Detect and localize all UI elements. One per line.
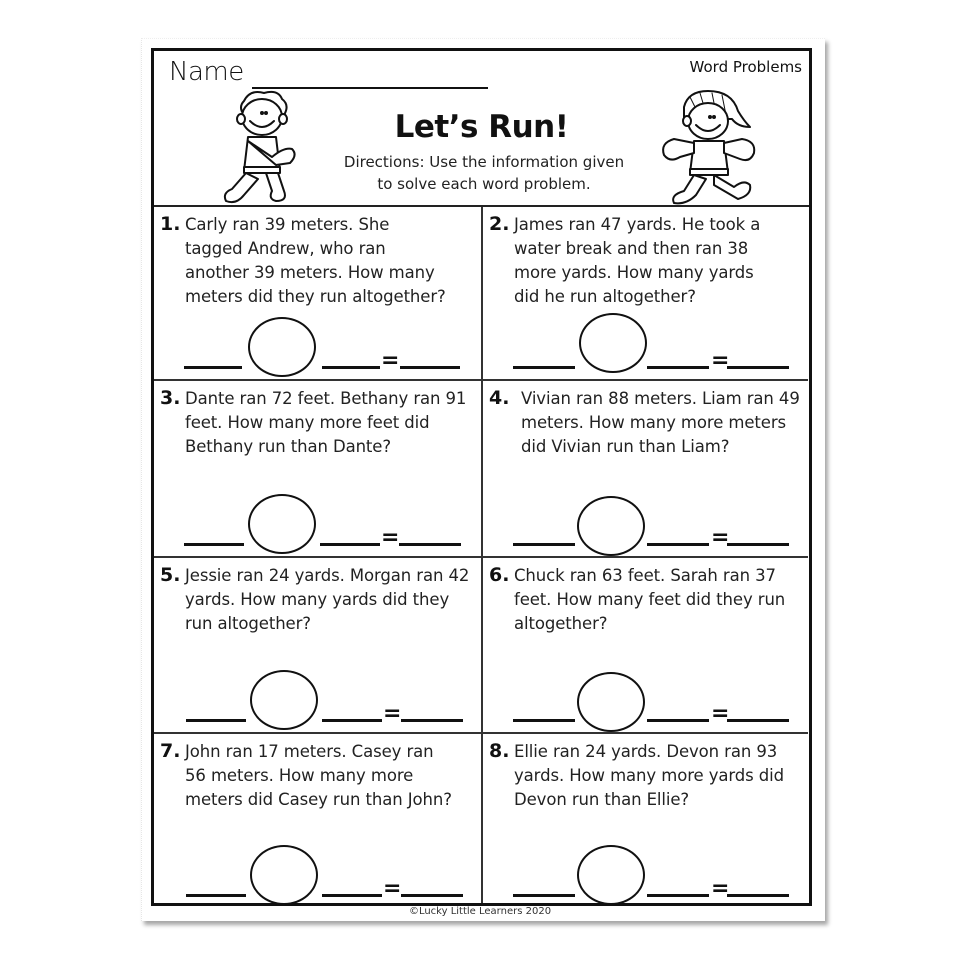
- equation-area: [184, 297, 469, 373]
- operator-circle[interactable]: [577, 672, 645, 732]
- problem-card-2: [481, 207, 808, 381]
- operator-circle[interactable]: [250, 845, 318, 905]
- problem-card-4: [481, 381, 808, 558]
- equation-area: [513, 474, 798, 550]
- equals-sign: =: [383, 876, 402, 901]
- answer-blank-result[interactable]: [727, 366, 789, 369]
- problem-card-3: [154, 381, 481, 558]
- answer-blank-2[interactable]: [322, 366, 380, 369]
- answer-blank-result[interactable]: [399, 543, 461, 546]
- answer-blank-1[interactable]: [184, 543, 244, 546]
- problem-number: 2.: [489, 213, 510, 235]
- equation-area: [184, 474, 469, 550]
- equation-area: [513, 650, 798, 726]
- answer-blank-2[interactable]: [322, 719, 382, 722]
- operator-circle[interactable]: [577, 845, 645, 905]
- answer-blank-1[interactable]: [186, 719, 246, 722]
- running-boy-icon: [214, 87, 314, 207]
- answer-blank-result[interactable]: [727, 719, 789, 722]
- problem-text: Ellie ran 24 yards. Devon ran 93 yards. How many more yards did Devon run than Ellie?: [514, 742, 785, 809]
- problem-text: Carly ran 39 meters. She tagged Andrew, who ran another 39 meters. How many meters did they run altogether?: [185, 215, 446, 306]
- subject-label: Word Problems: [689, 58, 802, 76]
- equals-sign: =: [711, 876, 730, 901]
- answer-blank-2[interactable]: [320, 543, 380, 546]
- answer-blank-2[interactable]: [647, 719, 709, 722]
- answer-blank-result[interactable]: [727, 894, 789, 897]
- problem-text: Chuck ran 63 feet. Sarah ran 37 feet. How many feet did they run altogether?: [514, 566, 786, 633]
- problem-number: 5.: [160, 564, 181, 586]
- equals-sign: =: [383, 701, 402, 726]
- answer-blank-result[interactable]: [401, 894, 463, 897]
- operator-circle[interactable]: [248, 494, 316, 554]
- equals-sign: =: [381, 525, 400, 550]
- directions: [324, 151, 644, 195]
- equation-area: [184, 650, 469, 726]
- equation-area: [184, 825, 469, 901]
- answer-blank-1[interactable]: [513, 894, 575, 897]
- problem-text: Vivian ran 88 meters. Liam ran 49 meters. How many more meters did Vivian run than Liam?: [521, 389, 800, 456]
- operator-circle[interactable]: [577, 496, 645, 556]
- equals-sign: =: [381, 348, 400, 373]
- problem-text: John ran 17 meters. Casey ran 56 meters. How many more meters did Casey run than John?: [185, 742, 452, 809]
- operator-circle[interactable]: [248, 317, 316, 377]
- answer-blank-2[interactable]: [322, 894, 382, 897]
- answer-blank-1[interactable]: [186, 894, 246, 897]
- equals-sign: =: [711, 525, 730, 550]
- name-label: Name: [169, 57, 244, 87]
- problem-number: 4.: [489, 387, 510, 409]
- answer-blank-result[interactable]: [400, 366, 460, 369]
- problem-text: James ran 47 yards. He took a water break and then ran 38 more yards. How many yards did he run altogether?: [514, 215, 761, 306]
- problem-number: 1.: [160, 213, 181, 235]
- answer-blank-1[interactable]: [513, 543, 575, 546]
- answer-blank-1[interactable]: [513, 719, 575, 722]
- directions-line-1: Directions: Use the information given: [343, 153, 625, 171]
- answer-blank-result[interactable]: [401, 719, 463, 722]
- copyright-footer: ©Lucky Little Learners 2020: [408, 906, 552, 917]
- problem-text: Jessie ran 24 yards. Morgan ran 42 yards. How many yards did they run altogether?: [185, 566, 470, 633]
- answer-blank-2[interactable]: [647, 894, 709, 897]
- equation-area: [513, 825, 798, 901]
- answer-blank-result[interactable]: [727, 543, 789, 546]
- page-title: Let’s Run!: [394, 109, 569, 145]
- running-girl-icon: [654, 87, 764, 207]
- answer-blank-2[interactable]: [647, 543, 709, 546]
- equals-sign: =: [711, 701, 730, 726]
- worksheet-frame: [151, 48, 812, 906]
- problem-text: Dante ran 72 feet. Bethany ran 91 feet. How many more feet did Bethany run than Dante?: [185, 389, 467, 456]
- problem-card-7: [154, 734, 481, 903]
- operator-circle[interactable]: [579, 313, 647, 373]
- answer-blank-1[interactable]: [513, 366, 575, 369]
- problem-card-8: [481, 734, 808, 903]
- problem-number: 7.: [160, 740, 181, 762]
- equals-sign: =: [711, 348, 730, 373]
- problem-number: 8.: [489, 740, 510, 762]
- problem-number: 6.: [489, 564, 510, 586]
- problem-card-5: [154, 558, 481, 734]
- answer-blank-2[interactable]: [647, 366, 709, 369]
- directions-line-2: to solve each word problem.: [377, 175, 591, 193]
- equation-area: [513, 297, 798, 373]
- operator-circle[interactable]: [250, 670, 318, 730]
- answer-blank-1[interactable]: [184, 366, 242, 369]
- problem-card-1: [154, 207, 481, 381]
- problem-grid: [154, 207, 809, 903]
- problem-number: 3.: [160, 387, 181, 409]
- worksheet-header: [154, 51, 809, 207]
- problem-card-6: [481, 558, 808, 734]
